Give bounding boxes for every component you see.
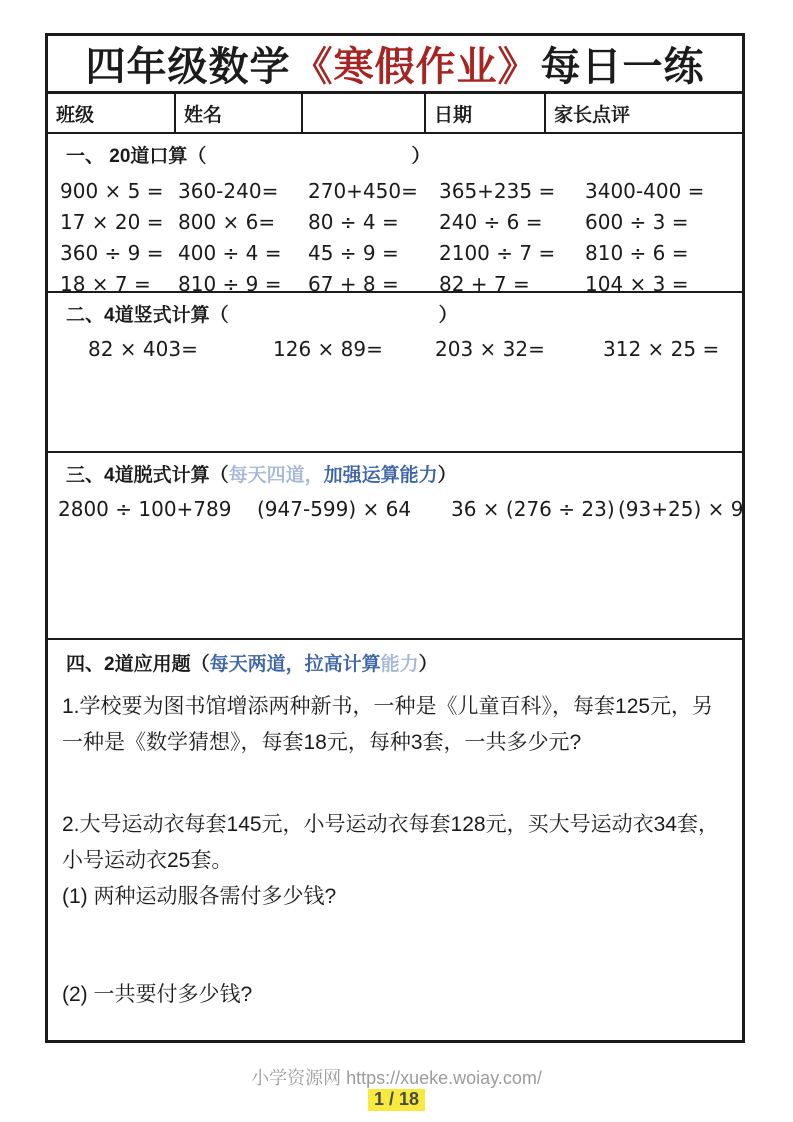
- paren-close: ）: [437, 465, 457, 486]
- oral-problem: 900 × 5 =: [60, 179, 164, 203]
- step-problem: (947-599) × 64: [257, 497, 412, 521]
- word-problem-2-question-2: (2) 一共要付多少钱?: [62, 983, 253, 1006]
- vertical-problem: 312 × 25 =: [603, 337, 720, 361]
- section-word-heading: [48, 640, 742, 683]
- section-word-problems: [48, 640, 742, 1040]
- oral-problem: 80 ÷ 4 =: [308, 210, 399, 234]
- oral-problem: 800 × 6=: [178, 210, 276, 234]
- info-cell-parent-review: [546, 94, 742, 132]
- section-vertical-heading: [48, 293, 742, 327]
- section-step-heading-text: 三、4道脱式计算: [66, 465, 210, 486]
- word-problem-2-question-1: (1) 两种运动服各需付多少钱?: [62, 885, 337, 908]
- worksheet-sheet: [45, 33, 745, 1043]
- info-cell-date: [426, 94, 546, 132]
- oral-problem: 270+450=: [308, 179, 418, 203]
- info-cell-blank: [303, 94, 426, 132]
- title-daily-practice: 每日一练: [540, 44, 705, 89]
- oral-problem: 18 × 7 =: [60, 272, 151, 296]
- oral-problem: 400 ÷ 4 =: [178, 241, 282, 265]
- section-vertical-heading-text: 二、4道竖式计算: [66, 305, 210, 326]
- oral-problem: 82 + 7 =: [439, 272, 530, 296]
- vertical-problem: 203 × 32=: [435, 337, 545, 361]
- paren-open: （: [209, 465, 229, 486]
- oral-problem: 45 ÷ 9 =: [308, 241, 399, 265]
- name-label: 姓名: [184, 104, 223, 126]
- title-book-name: 《寒假作业》: [292, 44, 539, 89]
- footer-page-indicator: [0, 1089, 793, 1110]
- oral-problem: 365+235 =: [439, 179, 556, 203]
- section-step-calc: [48, 453, 742, 640]
- section-vertical-calc: [48, 293, 742, 453]
- info-cell-name: [176, 94, 303, 132]
- oral-problem: 810 ÷ 6 =: [585, 241, 689, 265]
- date-label: 日期: [434, 104, 473, 126]
- paren-open: （: [187, 146, 207, 167]
- oral-problem: 2100 ÷ 7 =: [439, 241, 556, 265]
- section-word-note-faded: 能力: [380, 654, 419, 675]
- oral-problem: 104 × 3 =: [585, 272, 689, 296]
- vertical-problems-grid: [48, 327, 742, 361]
- vertical-problem: 82 × 403=: [88, 337, 198, 361]
- paren-open: （: [190, 654, 210, 675]
- oral-problem: 17 × 20 =: [60, 210, 164, 234]
- step-problem: (93+25) × 9: [618, 497, 744, 521]
- section-oral-heading-text: 一、 20道口算: [66, 146, 188, 167]
- vertical-problem: 126 × 89=: [273, 337, 383, 361]
- step-problems-grid: [48, 487, 742, 521]
- paren-close: ）: [418, 654, 438, 675]
- oral-problem: 600 ÷ 3 =: [585, 210, 689, 234]
- section-word-heading-text: 四、2道应用题: [66, 654, 191, 675]
- step-problem: 2800 ÷ 100+789: [58, 497, 232, 521]
- paren-open: （: [209, 305, 229, 326]
- oral-problem: 360 ÷ 9 =: [60, 241, 164, 265]
- oral-problem: 67 + 8 =: [308, 272, 399, 296]
- section-oral-heading: [48, 134, 742, 168]
- section-step-heading: [48, 453, 742, 487]
- oral-problem: 360-240=: [178, 179, 279, 203]
- oral-problem: 3400-400 =: [585, 179, 705, 203]
- title-grade-subject: 四年级数学: [85, 44, 291, 89]
- oral-problem: 240 ÷ 6 =: [439, 210, 543, 234]
- class-label: 班级: [56, 104, 95, 126]
- info-header-row: [48, 94, 742, 134]
- word-problem-1: 1.学校要为图书馆增添两种新书，一种是《儿童百科》，每套125元，另一种是《数学猜想》，每套18元，每种3套，一共多少元?: [62, 695, 714, 754]
- section-step-note: 加强运算能力: [323, 465, 438, 486]
- oral-problems-grid: [48, 168, 742, 300]
- word-problem-2: 2.大号运动衣每套145元，小号运动衣每套128元，买大号运动衣34套，小号运动衣25套。: [62, 813, 719, 872]
- section-oral-calc: [48, 134, 742, 296]
- oral-problem: 810 ÷ 9 =: [178, 272, 282, 296]
- parent-review-label: 家长点评: [554, 104, 631, 126]
- footer-source: 小学资源网 https://xueke.woiay.com/: [251, 1068, 542, 1088]
- paren-close: ）: [438, 305, 458, 326]
- info-cell-class: [48, 94, 176, 132]
- section-word-note: 每天两道，拉高计算: [209, 654, 381, 675]
- step-problem: 36 × (276 ÷ 23): [451, 497, 615, 521]
- paren-close: ）: [411, 146, 431, 167]
- page-number-highlight: 1 / 18: [368, 1089, 425, 1111]
- worksheet-title: [48, 36, 742, 94]
- section-step-note-faded: 每天四道，: [228, 465, 324, 486]
